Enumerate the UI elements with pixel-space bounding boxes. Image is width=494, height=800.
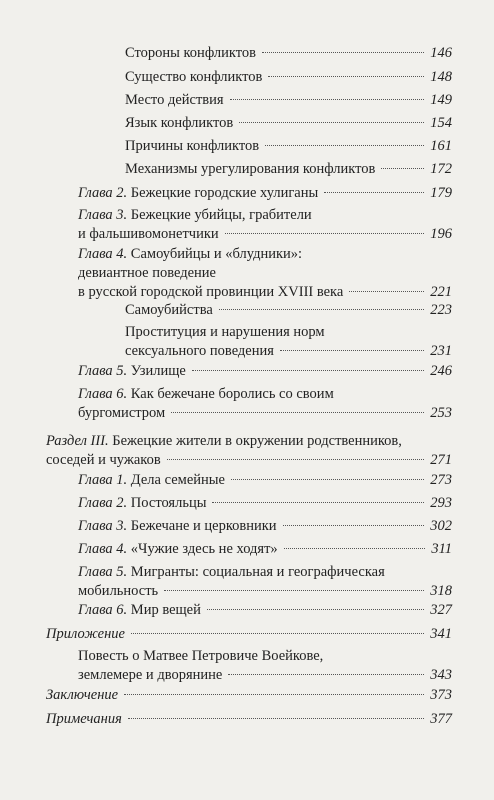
dot-leader: [349, 291, 424, 292]
dot-leader: [280, 350, 424, 351]
toc-entry: [46, 625, 452, 644]
toc-entry-label: Глава 6.: [78, 386, 128, 402]
toc-entry: [78, 563, 452, 601]
toc-entry-title: бургомистром: [78, 405, 166, 421]
toc-entry-title: Мигранты: социальная и географическая: [130, 564, 385, 580]
toc-entry: [78, 601, 452, 620]
toc-entry: [125, 44, 452, 63]
toc-page-number: 246: [430, 363, 452, 379]
toc-entry-title: Бежечане и церковники: [130, 518, 277, 534]
toc-entry-title: землемере и дворянине: [78, 667, 223, 683]
toc-entry-label: Глава 3.: [78, 518, 128, 534]
toc-page-number: 341: [430, 626, 452, 642]
toc-entry: [78, 385, 452, 423]
dot-leader: [128, 718, 424, 719]
toc-page-number: 273: [430, 472, 452, 488]
toc-entry-title: Причины конфликтов: [125, 138, 260, 154]
toc-entry: [78, 245, 452, 302]
toc-entry-label: Глава 1.: [78, 472, 128, 488]
dot-leader: [219, 309, 424, 310]
toc-entry: [125, 323, 452, 361]
toc-entry-label: Глава 5.: [78, 363, 128, 379]
toc-entry: [125, 160, 452, 179]
dot-leader: [212, 502, 424, 503]
toc-entry-title: девиантное поведение: [78, 265, 216, 281]
toc-entry-label: Глава 2.: [78, 185, 128, 201]
toc-entry: [125, 114, 452, 133]
toc-entry: [125, 137, 452, 156]
toc-entry: [78, 206, 452, 244]
toc-entry-title: Стороны конфликтов: [125, 45, 256, 61]
toc-entry: [78, 362, 452, 381]
toc-entry-label: Глава 6.: [78, 602, 128, 618]
toc-entry-title: Бежецкие убийцы, грабители: [130, 207, 312, 223]
toc-entry-label: Глава 2.: [78, 495, 128, 511]
toc-entry: [46, 710, 452, 729]
dot-leader: [324, 192, 424, 193]
toc-entry: [78, 517, 452, 536]
toc-entry: [125, 68, 452, 87]
toc-entry-title: Как бежечане боролись со своим: [130, 386, 334, 402]
toc-entry-label: Заключение: [46, 687, 119, 703]
toc-page-number: 311: [431, 541, 452, 557]
toc-entry-title: Бежецкие городские хулиганы: [130, 185, 319, 201]
toc-entry: [78, 184, 452, 203]
toc-page-number: 161: [430, 138, 452, 154]
dot-leader: [284, 548, 426, 549]
toc-entry-label: Глава 5.: [78, 564, 128, 580]
toc-entry-title: Мир вещей: [130, 602, 201, 618]
toc-entry: [78, 540, 452, 559]
dot-leader: [207, 609, 424, 610]
dot-leader: [283, 525, 425, 526]
toc-entry-title: Самоубийства: [125, 302, 213, 318]
toc-entry: [125, 301, 452, 320]
toc-entry-title: соседей и чужаков: [46, 452, 161, 468]
toc-entry-title: сексуального поведения: [125, 343, 274, 359]
toc-page-number: 318: [430, 583, 452, 599]
toc-page-number: 148: [430, 69, 452, 85]
toc-entry: [78, 471, 452, 490]
toc-page-number: 271: [430, 452, 452, 468]
toc-entry-title: Существо конфликтов: [125, 69, 263, 85]
toc-entry-label: Глава 3.: [78, 207, 128, 223]
toc-page-number: 302: [430, 518, 452, 534]
toc-entry-title: Дела семейные: [130, 472, 225, 488]
dot-leader: [228, 674, 424, 675]
toc-entry-label: Глава 4.: [78, 541, 128, 557]
toc-entry-title: мобильность: [78, 583, 159, 599]
toc-page-number: 146: [430, 45, 452, 61]
toc-page-number: 223: [430, 302, 452, 318]
toc-entry: [78, 647, 452, 685]
dot-leader: [262, 52, 424, 53]
toc-entry: [78, 494, 452, 513]
toc-entry-title: Проституция и нарушения норм: [125, 324, 325, 340]
toc-entry-title: Постояльцы: [130, 495, 207, 511]
toc-page-number: 377: [430, 711, 452, 727]
toc-entry-title: в русской городской провинции XVIII века: [78, 284, 344, 300]
toc-entry-title: Механизмы урегулирования конфликтов: [125, 161, 376, 177]
toc-entry-title: Самоубийцы и «блудники»:: [130, 246, 303, 262]
toc-entry-label: Глава 4.: [78, 246, 128, 262]
toc-entry-label: Раздел III.: [46, 433, 109, 449]
toc-entry: [46, 432, 452, 470]
toc-entry-title: Узилище: [130, 363, 186, 379]
dot-leader: [192, 370, 424, 371]
toc-page-number: 149: [430, 92, 452, 108]
toc-entry-title: Язык конфликтов: [125, 115, 234, 131]
dot-leader: [268, 76, 424, 77]
toc-page-number: 221: [430, 284, 452, 300]
toc-page-number: 343: [430, 667, 452, 683]
toc-entry: [46, 686, 452, 705]
toc-entry-label: Примечания: [46, 711, 122, 727]
toc-page-number: 373: [430, 687, 452, 703]
toc-page-number: 293: [430, 495, 452, 511]
toc-entry-title: Место действия: [125, 92, 224, 108]
dot-leader: [239, 122, 424, 123]
dot-leader: [124, 694, 424, 695]
toc-page-number: 154: [430, 115, 452, 131]
toc-entry-title: Бежецкие жители в окружении родственников,: [112, 433, 402, 449]
toc-entry-title: и фальшивомонетчики: [78, 226, 219, 242]
toc-entry-label: Приложение: [46, 626, 125, 642]
dot-leader: [381, 168, 424, 169]
toc-page-number: 179: [430, 185, 452, 201]
dot-leader: [167, 459, 425, 460]
toc-entry-title: «Чужие здесь не ходят»: [130, 541, 278, 557]
toc-page-number: 253: [430, 405, 452, 421]
toc-entry: [125, 91, 452, 110]
dot-leader: [225, 233, 425, 234]
dot-leader: [231, 479, 424, 480]
dot-leader: [265, 145, 424, 146]
dot-leader: [171, 412, 424, 413]
toc-page-number: 172: [430, 161, 452, 177]
toc-entry-title: Повесть о Матвее Петровиче Воейкове,: [78, 648, 324, 664]
toc-page-number: 196: [430, 226, 452, 242]
dot-leader: [164, 590, 424, 591]
toc-page-number: 231: [430, 343, 452, 359]
dot-leader: [131, 633, 424, 634]
toc-page-number: 327: [430, 602, 452, 618]
dot-leader: [230, 99, 425, 100]
